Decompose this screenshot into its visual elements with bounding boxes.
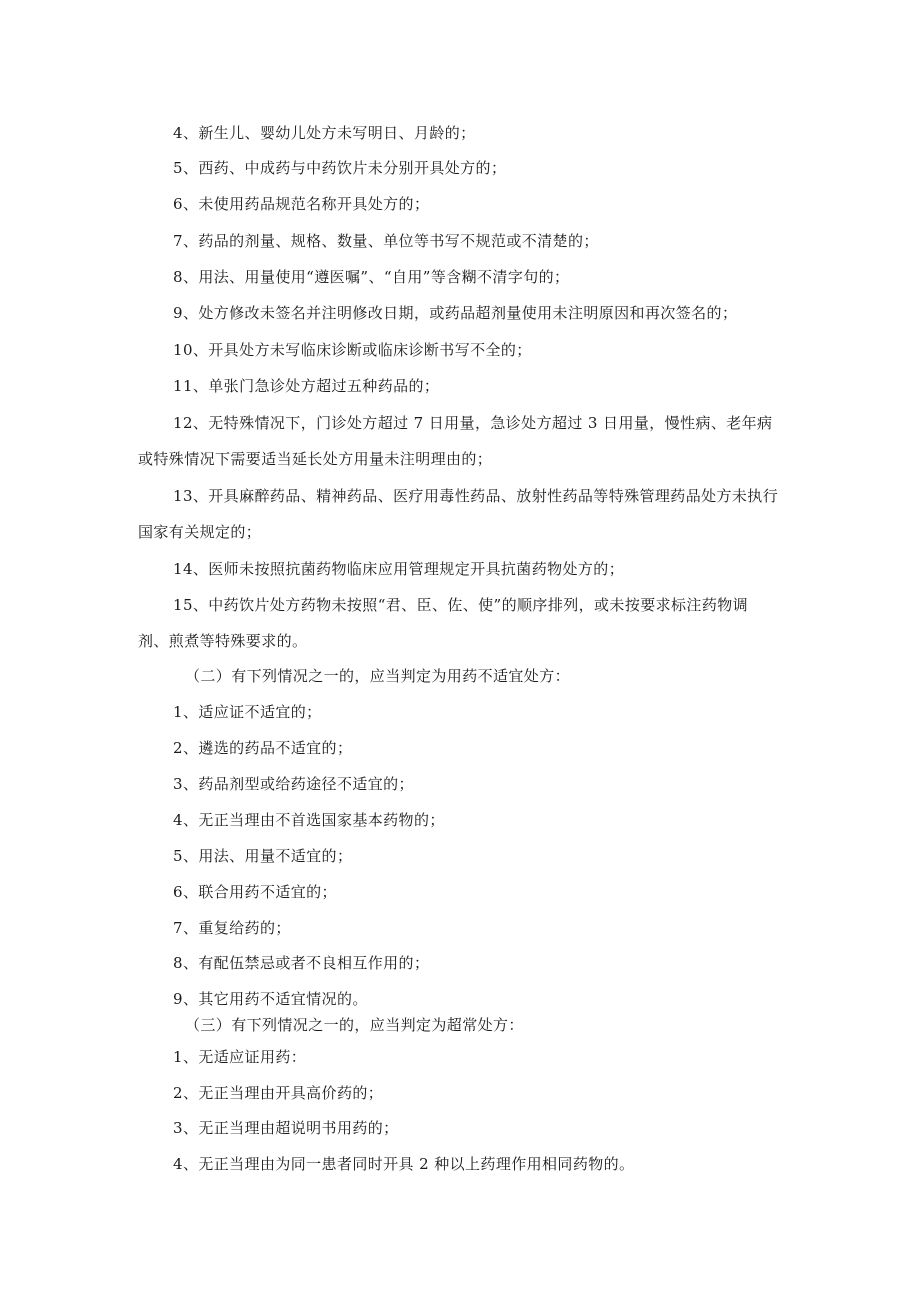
list-item-continuation: 或特殊情况下需要适当延长处方用量未注明理由的； (138, 450, 493, 468)
list-item: 1、适应证不适宜的； (173, 703, 322, 721)
list-item: 8、有配伍禁忌或者不良相互作用的； (173, 954, 430, 972)
list-item: 7、药品的剂量、规格、数量、单位等书写不规范或不清楚的； (173, 232, 599, 250)
list-item: 9、其它用药不适宜情况的。 (173, 990, 368, 1008)
list-item-continuation: 剂、煎煮等特殊要求的。 (138, 632, 308, 650)
list-item: 3、药品剂型或给药途径不适宜的； (173, 775, 414, 793)
list-item: 4、新生儿、婴幼儿处方未写明日、月龄的； (173, 124, 476, 142)
list-item: 13、开具麻醉药品、精神药品、医疗用毒性药品、放射性药品等特殊管理药品处方未执行 (173, 487, 779, 505)
list-item: 8、用法、用量使用“遵医嘱”、“自用”等含糊不清字句的； (173, 268, 570, 286)
list-item: 7、重复给药的； (173, 919, 291, 937)
list-item: 14、医师未按照抗菌药物临床应用管理规定开具抗菌药物处方的； (173, 560, 625, 578)
list-item: 2、遴选的药品不适宜的； (173, 739, 353, 757)
list-item: 4、无正当理由为同一患者同时开具 2 种以上药理作用相同药物的。 (173, 1155, 635, 1173)
list-item: 15、中药饮片处方药物未按照“君、臣、佐、使”的顺序排列，或未按要求标注药物调 (173, 596, 749, 614)
list-item: 3、无正当理由超说明书用药的； (173, 1119, 399, 1137)
list-item: 10、开具处方未写临床诊断或临床诊断书写不全的； (173, 341, 532, 359)
list-item: 5、用法、用量不适宜的； (173, 847, 353, 865)
list-item-continuation: 国家有关规定的； (138, 523, 262, 541)
list-item: 4、无正当理由不首选国家基本药物的； (173, 811, 445, 829)
section-heading: （二）有下列情况之一的，应当判定为用药不适宜处方： (185, 667, 571, 685)
list-item: 1、无适应证用药： (173, 1048, 307, 1066)
list-item: 12、无特殊情况下，门诊处方超过 7 日用量，急诊处方超过 3 日用量，慢性病、老年病 (173, 414, 773, 432)
list-item: 11、单张门急诊处方超过五种药品的； (173, 377, 440, 395)
list-item: 2、无正当理由开具高价药的； (173, 1084, 384, 1102)
list-item: 9、处方修改未签名并注明修改日期，或药品超剂量使用未注明原因和再次签名的； (173, 304, 738, 322)
list-item: 6、联合用药不适宜的； (173, 883, 337, 901)
list-item: 5、西药、中成药与中药饮片未分别开具处方的； (173, 159, 507, 177)
section-heading: （三）有下列情况之一的，应当判定为超常处方： (185, 1016, 524, 1034)
list-item: 6、未使用药品规范名称开具处方的； (173, 195, 430, 213)
